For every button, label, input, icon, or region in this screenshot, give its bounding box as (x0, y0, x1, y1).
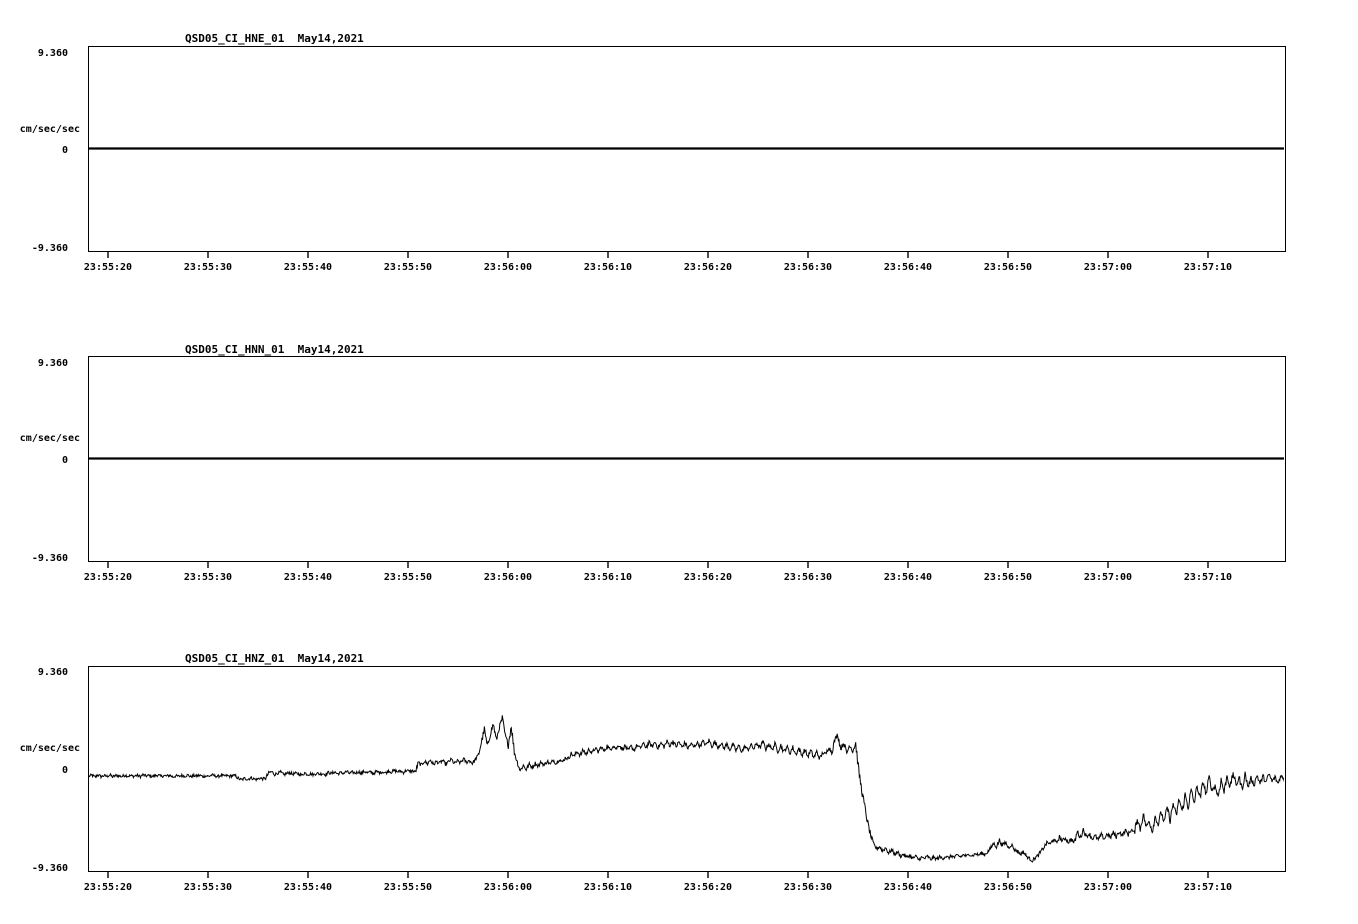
x-tick-hnn-6: 23:56:20 (683, 572, 733, 583)
trace-svg-hnn (89, 357, 1284, 560)
trace-svg-hne (89, 47, 1284, 250)
x-tick-hnn-9: 23:56:50 (983, 572, 1033, 583)
chart-panel-hne (0, 0, 1358, 300)
x-tick-hnz-7: 23:56:30 (783, 882, 833, 893)
y-tick-max-hnn: 9.360 (37, 358, 68, 369)
x-tick-hnn-3: 23:55:50 (383, 572, 433, 583)
plot-title-hnn: QSD05_CI_HNN_01 May14,2021 (185, 343, 364, 356)
x-tick-hne-1: 23:55:30 (183, 262, 233, 273)
x-tick-hnz-9: 23:56:50 (983, 882, 1033, 893)
trace-svg-hnz (89, 667, 1284, 870)
x-tick-hnz-1: 23:55:30 (183, 882, 233, 893)
x-tick-hnz-0: 23:55:20 (83, 882, 133, 893)
x-tick-hnz-6: 23:56:20 (683, 882, 733, 893)
y-tick-zero-hne: 0 (61, 145, 68, 156)
x-tick-hnz-4: 23:56:00 (483, 882, 533, 893)
y-tick-min-hne: -9.360 (31, 243, 68, 254)
x-tick-hne-8: 23:56:40 (883, 262, 933, 273)
x-tick-hnn-0: 23:55:20 (83, 572, 133, 583)
x-tick-hne-6: 23:56:20 (683, 262, 733, 273)
x-tick-hne-11: 23:57:10 (1183, 262, 1233, 273)
y-tick-min-hnz: -9.360 (31, 863, 68, 874)
x-tick-hne-2: 23:55:40 (283, 262, 333, 273)
y-tick-zero-hnz: 0 (61, 765, 68, 776)
x-tick-hne-7: 23:56:30 (783, 262, 833, 273)
chart-panel-hnz (0, 610, 1358, 924)
y-axis-label-hne: cm/sec/sec (19, 124, 80, 135)
x-tick-hnz-8: 23:56:40 (883, 882, 933, 893)
x-tick-hnn-1: 23:55:30 (183, 572, 233, 583)
x-tick-hnz-3: 23:55:50 (383, 882, 433, 893)
x-tick-hnz-10: 23:57:00 (1083, 882, 1133, 893)
y-tick-max-hne: 9.360 (37, 48, 68, 59)
plot-title-hne: QSD05_CI_HNE_01 May14,2021 (185, 32, 364, 45)
x-tick-hnz-11: 23:57:10 (1183, 882, 1233, 893)
x-tick-hnn-4: 23:56:00 (483, 572, 533, 583)
y-axis-label-hnn: cm/sec/sec (19, 433, 80, 444)
x-tick-hnn-2: 23:55:40 (283, 572, 333, 583)
x-tick-hnn-10: 23:57:00 (1083, 572, 1133, 583)
x-tick-hne-10: 23:57:00 (1083, 262, 1133, 273)
y-axis-label-hnz: cm/sec/sec (19, 743, 80, 754)
x-tick-hne-4: 23:56:00 (483, 262, 533, 273)
x-tick-hnn-8: 23:56:40 (883, 572, 933, 583)
y-tick-max-hnz: 9.360 (37, 667, 68, 678)
x-tick-hne-3: 23:55:50 (383, 262, 433, 273)
plot-frame-hne (88, 46, 1286, 252)
x-tick-hne-0: 23:55:20 (83, 262, 133, 273)
x-tick-hnz-2: 23:55:40 (283, 882, 333, 893)
x-tick-hnn-5: 23:56:10 (583, 572, 633, 583)
chart-panel-hnn (0, 305, 1358, 605)
y-tick-zero-hnn: 0 (61, 455, 68, 466)
x-tick-hnz-5: 23:56:10 (583, 882, 633, 893)
x-tick-hne-9: 23:56:50 (983, 262, 1033, 273)
plot-title-hnz: QSD05_CI_HNZ_01 May14,2021 (185, 652, 364, 665)
y-tick-min-hnn: -9.360 (31, 553, 68, 564)
plot-frame-hnz (88, 666, 1286, 872)
plot-frame-hnn (88, 356, 1286, 562)
x-tick-hnn-11: 23:57:10 (1183, 572, 1233, 583)
x-tick-hnn-7: 23:56:30 (783, 572, 833, 583)
x-tick-hne-5: 23:56:10 (583, 262, 633, 273)
